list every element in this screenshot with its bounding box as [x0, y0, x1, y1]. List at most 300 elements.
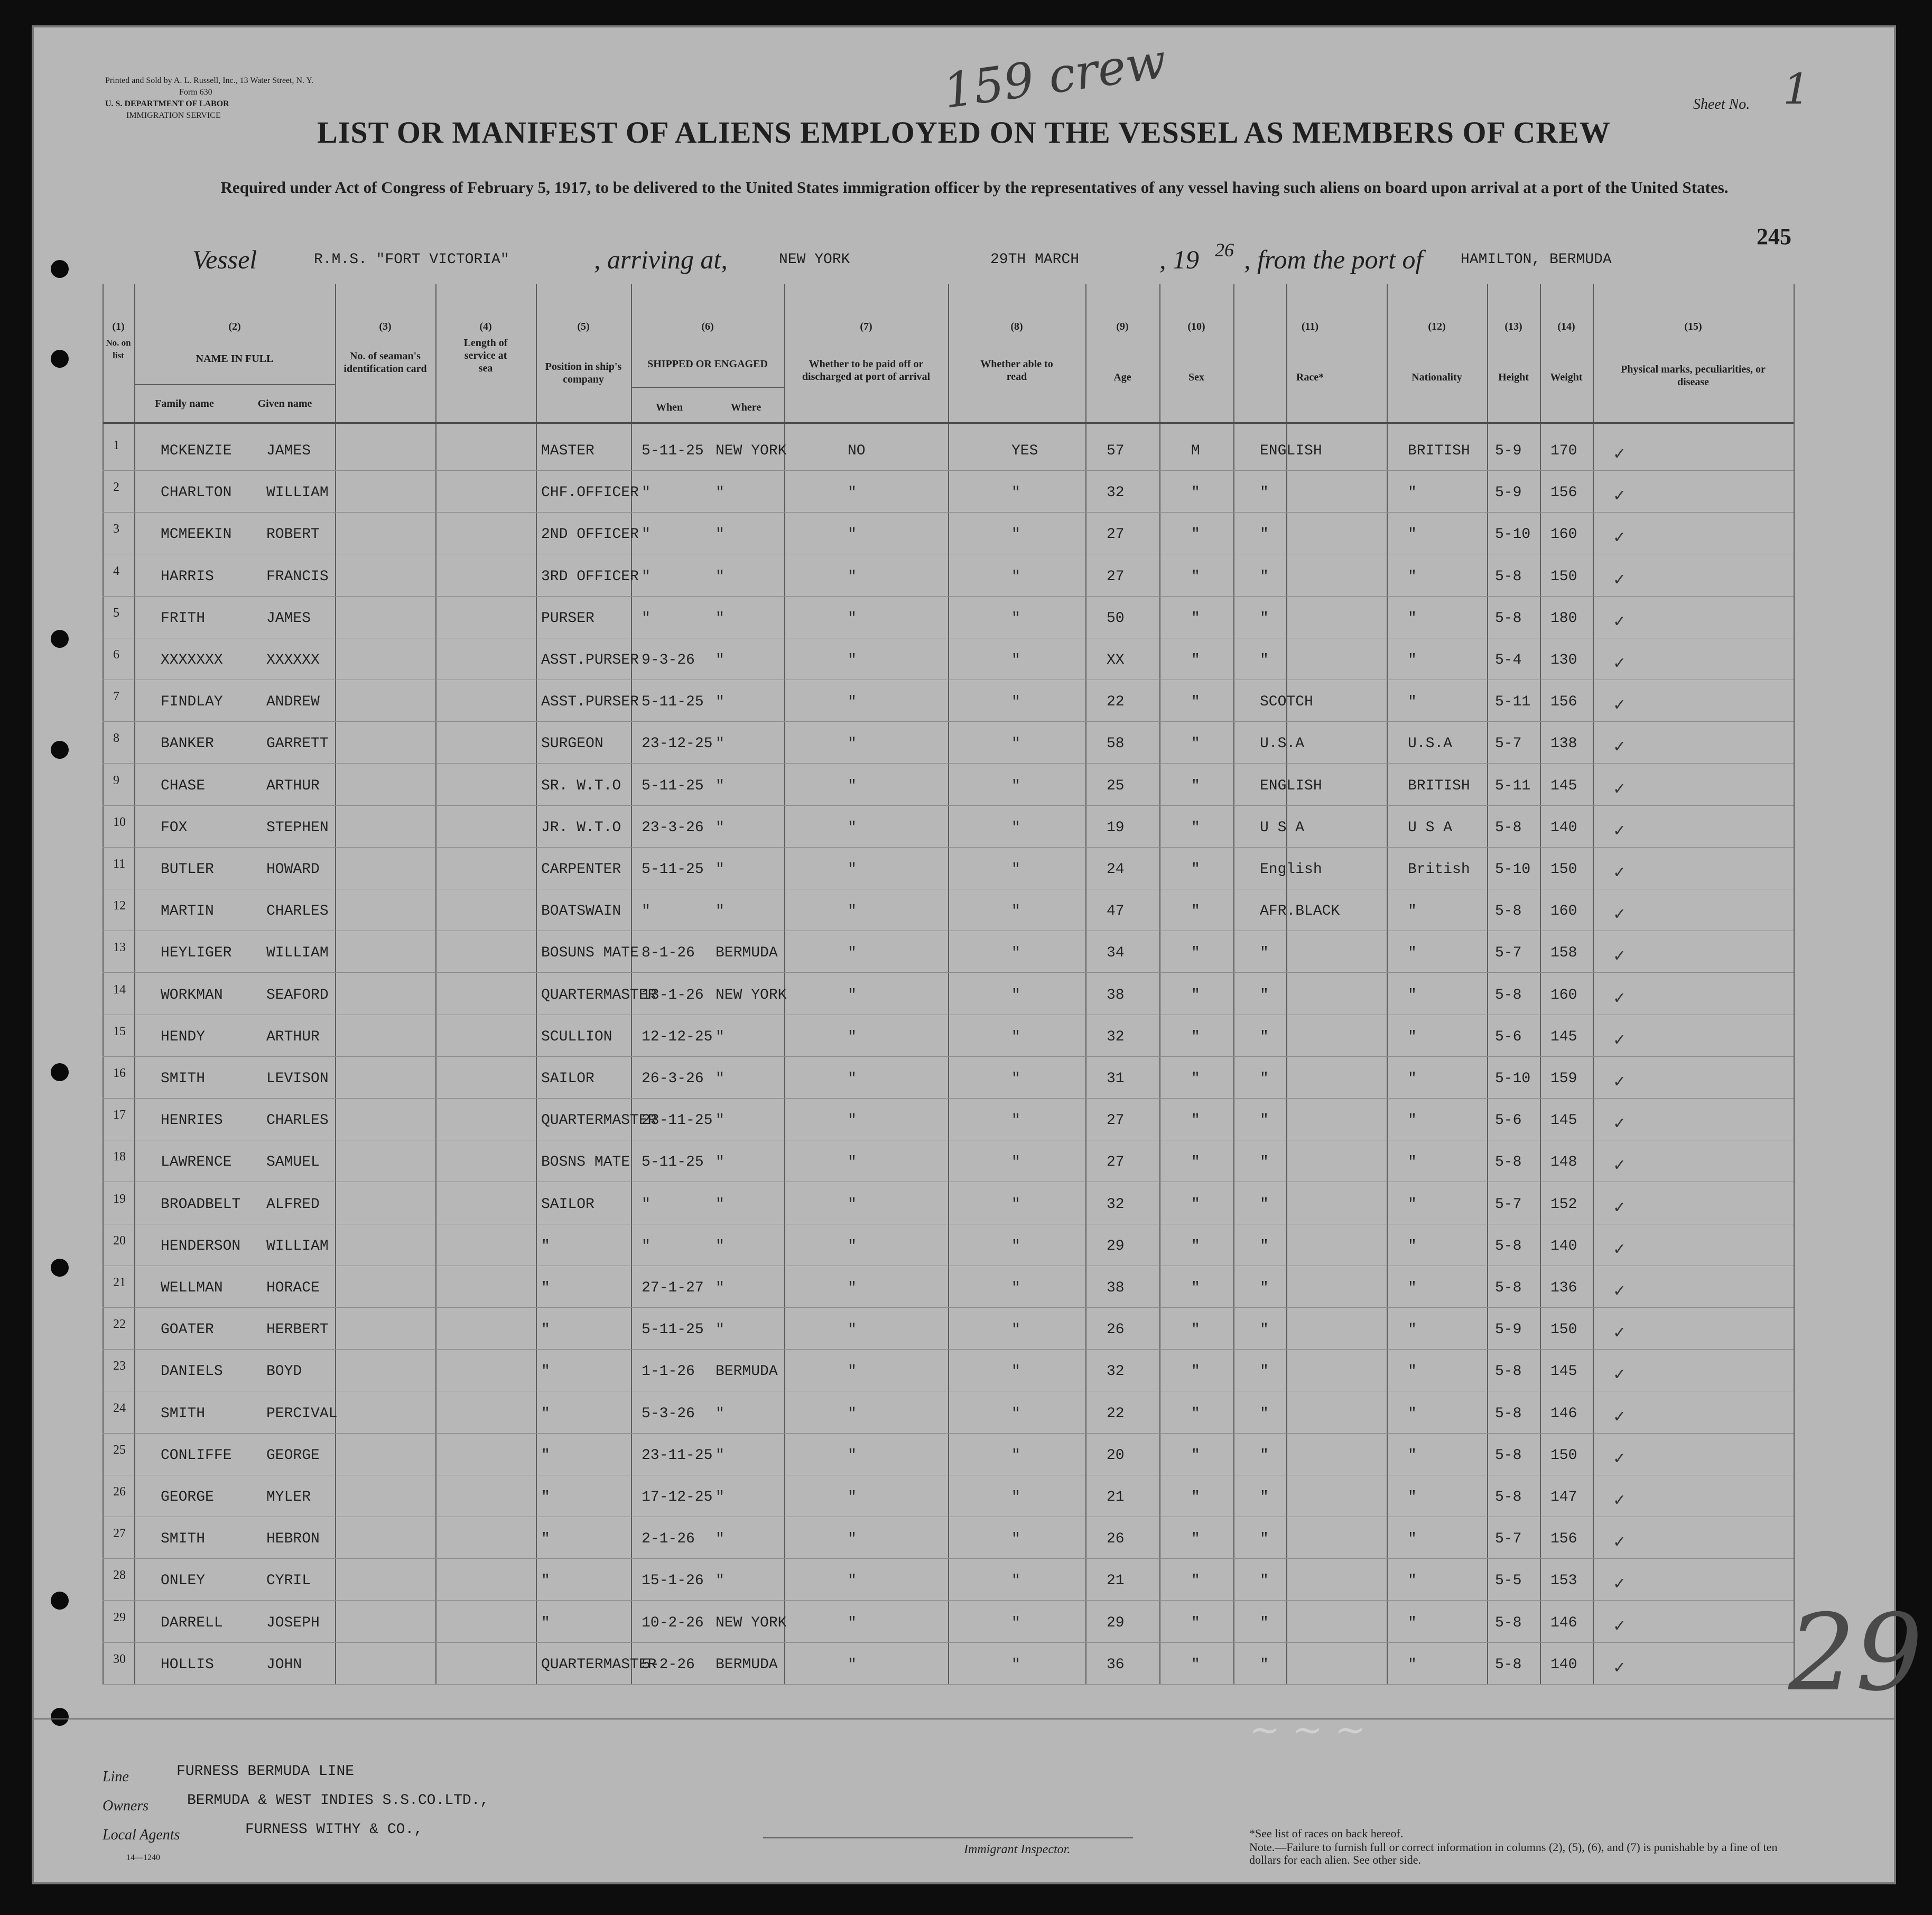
binder-hole [51, 1592, 69, 1610]
age-cell: 27 [1107, 526, 1125, 543]
sex-cell: " [1191, 1154, 1200, 1171]
shipped-when-cell: " [642, 568, 651, 585]
weight-cell: 145 [1550, 1112, 1577, 1129]
nationality-cell: " [1408, 1112, 1417, 1129]
position-cell: SAILOR [541, 1196, 595, 1213]
sex-cell: " [1191, 526, 1200, 543]
table-row [103, 1099, 1857, 1141]
table-row [103, 1392, 1857, 1434]
sex-cell: " [1191, 1573, 1200, 1589]
sex-cell: " [1191, 1405, 1200, 1422]
nationality-cell: " [1408, 1028, 1417, 1045]
row-number: 23 [113, 1359, 126, 1373]
margin-handwritten-number: 29 [1788, 1592, 1923, 1715]
inspector-label: Immigrant Inspector. [964, 1843, 1071, 1856]
shipped-when-cell: 5-3-26 [642, 1405, 695, 1422]
nationality-cell: U S A [1408, 819, 1453, 836]
row-number: 21 [113, 1276, 126, 1289]
page-title: LIST OR MANIFEST OF ALIENS EMPLOYED ON THE VESSEL AS MEMBERS OF CREW [317, 115, 1611, 150]
sex-cell: " [1191, 1196, 1200, 1213]
height-cell: 5-8 [1495, 610, 1522, 627]
sex-cell: " [1191, 568, 1200, 585]
nationality-cell: " [1408, 652, 1417, 668]
check-mark-icon: ✓ [1614, 821, 1625, 842]
row-number: 19 [113, 1192, 126, 1206]
paid-off-cell: " [848, 1573, 857, 1589]
check-mark-icon: ✓ [1614, 1533, 1625, 1554]
race-cell: " [1260, 1614, 1269, 1631]
paid-off-cell: " [848, 777, 857, 794]
family-name-cell: BANKER [161, 736, 214, 752]
age-cell: 58 [1107, 736, 1125, 752]
table-row [103, 806, 1857, 848]
position-cell: " [541, 1280, 550, 1296]
weight-cell: 140 [1550, 1238, 1577, 1254]
age-cell: 25 [1107, 777, 1125, 794]
col-7-number: (7) [860, 321, 872, 332]
age-cell: 21 [1107, 1573, 1125, 1589]
race-cell: " [1260, 1489, 1269, 1505]
given-name-cell: FRANCIS [266, 568, 329, 585]
race-cell: U.S.A [1260, 736, 1305, 752]
paid-off-cell: " [848, 861, 857, 878]
age-cell: 36 [1107, 1656, 1125, 1673]
table-row [103, 1266, 1857, 1308]
weight-cell: 152 [1550, 1196, 1577, 1213]
sex-cell: " [1191, 1363, 1200, 1380]
age-cell: 34 [1107, 945, 1125, 962]
col-header-sex: Sex [1188, 371, 1204, 383]
col-5-number: (5) [577, 321, 590, 332]
shipped-where-cell: " [716, 1531, 724, 1548]
check-mark-icon: ✓ [1614, 1156, 1625, 1177]
shipped-where-cell: " [716, 1322, 724, 1338]
able-to-read-cell: " [1011, 819, 1020, 836]
paid-off-cell: " [848, 1112, 857, 1129]
col-header-race: Race* [1296, 371, 1324, 383]
height-cell: 5-11 [1495, 777, 1531, 794]
position-cell: JR. W.T.O [541, 819, 621, 836]
age-cell: 27 [1107, 1112, 1125, 1129]
race-cell: " [1260, 1573, 1269, 1589]
height-cell: 5-6 [1495, 1112, 1522, 1129]
row-number: 6 [113, 648, 119, 662]
table-row [103, 848, 1857, 890]
col-header-service: Length of service at sea [463, 337, 508, 374]
race-cell: " [1260, 526, 1269, 543]
race-cell: " [1260, 1363, 1269, 1380]
col-header-id-card: No. of seaman's identification card [343, 350, 427, 375]
check-mark-icon: ✓ [1614, 1575, 1625, 1595]
given-name-cell: SAMUEL [266, 1154, 320, 1171]
height-cell: 5-8 [1495, 1238, 1522, 1254]
sex-cell: " [1191, 1531, 1200, 1548]
shipped-where-cell: BERMUDA [716, 945, 778, 962]
binder-hole [51, 260, 69, 278]
given-name-cell: WILLIAM [266, 485, 329, 501]
weight-cell: 130 [1550, 652, 1577, 668]
given-name-cell: ALFRED [266, 1196, 320, 1213]
department-label: U. S. DEPARTMENT OF LABOR [105, 99, 229, 108]
paid-off-cell: " [848, 1614, 857, 1631]
age-cell: 26 [1107, 1531, 1125, 1548]
race-cell: " [1260, 1656, 1269, 1673]
age-cell: 32 [1107, 485, 1125, 501]
race-cell: " [1260, 610, 1269, 627]
shipped-where-cell: BERMUDA [716, 1656, 778, 1673]
vessel-name: R.M.S. "FORT VICTORIA" [314, 252, 509, 268]
sheet-number-value: 1 [1783, 64, 1810, 114]
check-mark-icon: ✓ [1614, 1030, 1625, 1051]
sex-cell: " [1191, 1280, 1200, 1296]
weight-cell: 160 [1550, 987, 1577, 1003]
given-name-cell: HERBERT [266, 1322, 329, 1338]
check-mark-icon: ✓ [1614, 696, 1625, 717]
given-name-cell: ANDREW [266, 694, 320, 711]
weight-cell: 140 [1550, 819, 1577, 836]
manifest-sheet [32, 25, 1923, 1884]
from-port-label: , from the port of [1244, 245, 1423, 274]
service-label: IMMIGRATION SERVICE [126, 111, 221, 120]
age-cell: 47 [1107, 903, 1125, 920]
nationality-cell: BRITISH [1408, 443, 1470, 459]
row-number: 12 [113, 899, 126, 913]
height-cell: 5-10 [1495, 861, 1531, 878]
binder-hole [51, 630, 69, 648]
nationality-cell: " [1408, 1196, 1417, 1213]
weight-cell: 150 [1550, 861, 1577, 878]
sex-cell: " [1191, 1614, 1200, 1631]
check-mark-icon: ✓ [1614, 445, 1625, 465]
weight-cell: 136 [1550, 1280, 1577, 1296]
col-3-number: (3) [379, 321, 392, 332]
height-cell: 5-7 [1495, 736, 1522, 752]
height-cell: 5-4 [1495, 652, 1522, 668]
check-mark-icon: ✓ [1614, 654, 1625, 674]
nationality-cell: " [1408, 568, 1417, 585]
sex-cell: " [1191, 777, 1200, 794]
nationality-cell: " [1408, 945, 1417, 962]
weight-cell: 158 [1550, 945, 1577, 962]
given-name-cell: ROBERT [266, 526, 320, 543]
binder-hole [51, 741, 69, 759]
weight-cell: 150 [1550, 1322, 1577, 1338]
sex-cell: " [1191, 1447, 1200, 1464]
col-header-number: No. on list [106, 338, 131, 360]
row-number: 24 [113, 1401, 126, 1415]
race-cell: " [1260, 1071, 1269, 1087]
shipped-when-cell: 2-1-26 [642, 1531, 695, 1548]
nationality-cell: " [1408, 1489, 1417, 1505]
sex-cell: " [1191, 1071, 1200, 1087]
agents-value: FURNESS WITHY & CO., [245, 1821, 423, 1838]
able-to-read-cell: " [1011, 610, 1020, 627]
check-mark-icon: ✓ [1614, 1407, 1625, 1428]
weight-cell: 170 [1550, 443, 1577, 459]
position-cell: ASST.PURSER [541, 652, 639, 668]
shipped-when-cell: 5-11-25 [642, 694, 704, 711]
shipped-where-cell: " [716, 1280, 724, 1296]
check-mark-icon: ✓ [1614, 1616, 1625, 1637]
table-row [103, 1015, 1857, 1057]
family-name-cell: CHASE [161, 777, 206, 794]
year-suffix: 26 [1215, 239, 1234, 261]
position-cell: CHF.OFFICER [541, 485, 639, 501]
check-mark-icon: ✓ [1614, 779, 1625, 800]
position-cell: " [541, 1573, 550, 1589]
col-1-number: (1) [112, 321, 125, 332]
height-cell: 5-9 [1495, 485, 1522, 501]
table-row [103, 680, 1857, 722]
age-cell: 22 [1107, 694, 1125, 711]
nationality-cell: " [1408, 610, 1417, 627]
col-header-name: NAME IN FULL [196, 353, 274, 365]
sex-cell: " [1191, 694, 1200, 711]
arrival-port: NEW YORK [779, 252, 850, 268]
penalty-note: Note.—Failure to furnish full or correct information in columns (2), (5), (6), and (7) is punishable by a fine of ten dollars for each alien. See other side. [1249, 1840, 1778, 1866]
able-to-read-cell: " [1011, 1531, 1020, 1548]
nationality-cell: " [1408, 1531, 1417, 1548]
form-number: Form 630 [179, 88, 212, 97]
nationality-cell: " [1408, 1614, 1417, 1631]
position-cell: " [541, 1363, 550, 1380]
given-name-cell: PERCIVAL [266, 1405, 338, 1422]
race-cell: " [1260, 987, 1269, 1003]
row-number: 4 [113, 564, 119, 578]
age-cell: 29 [1107, 1238, 1125, 1254]
weight-cell: 140 [1550, 1656, 1577, 1673]
family-name-cell: SMITH [161, 1531, 206, 1548]
col-header-where: Where [730, 402, 761, 413]
given-name-cell: WILLIAM [266, 945, 329, 962]
row-number: 15 [113, 1024, 126, 1038]
shipped-where-cell: " [716, 1489, 724, 1505]
binder-hole [51, 1259, 69, 1277]
col-header-shipped: SHIPPED OR ENGAGED [647, 358, 768, 370]
check-mark-icon: ✓ [1614, 863, 1625, 884]
family-name-cell: GOATER [161, 1322, 214, 1338]
shipped-where-cell: " [716, 1071, 724, 1087]
shipped-when-cell: 5-11-25 [642, 777, 704, 794]
shipped-when-cell: 10-2-26 [642, 1614, 704, 1631]
family-name-cell: MARTIN [161, 903, 214, 920]
nationality-cell: " [1408, 1363, 1417, 1380]
nationality-cell: U.S.A [1408, 736, 1453, 752]
sex-cell: " [1191, 1112, 1200, 1129]
able-to-read-cell: " [1011, 1573, 1020, 1589]
family-name-cell: MCKENZIE [161, 443, 232, 459]
able-to-read-cell: " [1011, 568, 1020, 585]
position-cell: " [541, 1614, 550, 1631]
race-cell: " [1260, 1154, 1269, 1171]
nationality-cell: " [1408, 485, 1417, 501]
able-to-read-cell: " [1011, 1656, 1020, 1673]
col-header-position: Position in ship's company [545, 361, 622, 385]
paid-off-cell: " [848, 568, 857, 585]
shipped-when-cell: 8-1-26 [642, 945, 695, 962]
row-number: 3 [113, 522, 119, 536]
family-name-cell: DARRELL [161, 1614, 223, 1631]
row-number: 18 [113, 1150, 126, 1164]
shipped-where-cell: " [716, 485, 724, 501]
able-to-read-cell: " [1011, 1280, 1020, 1296]
given-name-cell: CHARLES [266, 903, 329, 920]
position-cell: BOATSWAIN [541, 903, 621, 920]
row-number: 26 [113, 1485, 126, 1499]
col-12-number: (12) [1428, 321, 1446, 332]
given-name-cell: CHARLES [266, 1112, 329, 1129]
vessel-label: Vessel [192, 245, 257, 274]
paid-off-cell: " [848, 610, 857, 627]
col-6-number: (6) [701, 321, 714, 332]
sex-cell: " [1191, 903, 1200, 920]
age-cell: 26 [1107, 1322, 1125, 1338]
height-cell: 5-10 [1495, 1071, 1531, 1087]
given-name-cell: HORACE [266, 1280, 320, 1296]
able-to-read-cell: " [1011, 1196, 1020, 1213]
row-number: 9 [113, 773, 119, 787]
sex-cell: " [1191, 1489, 1200, 1505]
sex-cell: " [1191, 1656, 1200, 1673]
position-cell: " [541, 1322, 550, 1338]
position-cell: " [541, 1238, 550, 1254]
height-cell: 5-8 [1495, 1614, 1522, 1631]
table-row [103, 555, 1857, 597]
check-mark-icon: ✓ [1614, 1365, 1625, 1386]
col-header-weight: Weight [1550, 371, 1583, 383]
able-to-read-cell: " [1011, 1322, 1020, 1338]
table-row [103, 1308, 1857, 1350]
given-name-cell: JOSEPH [266, 1614, 320, 1631]
col-header-marks: Physical marks, peculiarities, or disease [1621, 364, 1766, 388]
race-cell: " [1260, 945, 1269, 962]
age-cell: 24 [1107, 861, 1125, 878]
col-4-number: (4) [479, 321, 492, 332]
shipped-when-cell: 9-3-26 [642, 652, 695, 668]
nationality-cell: " [1408, 1238, 1417, 1254]
position-cell: SURGEON [541, 736, 603, 752]
row-number: 14 [113, 982, 126, 997]
position-cell: BOSUNS MATE [541, 945, 639, 962]
race-cell: English [1260, 861, 1322, 878]
paid-off-cell: " [848, 1531, 857, 1548]
vessel-line [192, 239, 1778, 276]
height-cell: 5-8 [1495, 987, 1522, 1003]
position-cell: SAILOR [541, 1071, 595, 1087]
able-to-read-cell: " [1011, 1028, 1020, 1045]
family-name-cell: BUTLER [161, 861, 214, 878]
height-cell: 5-6 [1495, 1028, 1522, 1045]
shipped-when-cell: 27-1-27 [642, 1280, 704, 1296]
row-number: 22 [113, 1317, 126, 1332]
table-row [103, 1475, 1857, 1518]
paid-off-cell: " [848, 1656, 857, 1673]
given-name-cell: JAMES [266, 443, 311, 459]
nationality-cell: " [1408, 1071, 1417, 1087]
family-name-cell: HARRIS [161, 568, 214, 585]
check-mark-icon: ✓ [1614, 612, 1625, 633]
able-to-read-cell: " [1011, 777, 1020, 794]
col-15-number: (15) [1684, 321, 1702, 332]
col-14-number: (14) [1557, 321, 1575, 332]
weight-cell: 156 [1550, 1531, 1577, 1548]
table-row [103, 1183, 1857, 1225]
line-label: Line [103, 1769, 129, 1785]
nationality-cell: " [1408, 1405, 1417, 1422]
height-cell: 5-5 [1495, 1573, 1522, 1589]
race-cell: ENGLISH [1260, 777, 1322, 794]
check-mark-icon: ✓ [1614, 528, 1625, 549]
weight-cell: 145 [1550, 1363, 1577, 1380]
shipped-when-cell: " [642, 1238, 651, 1254]
col-header-height: Height [1498, 371, 1529, 383]
row-number: 2 [113, 480, 119, 495]
given-name-cell: JAMES [266, 610, 311, 627]
shipped-when-cell: 26-3-26 [642, 1071, 704, 1087]
table-row [103, 889, 1857, 932]
given-name-cell: HOWARD [266, 861, 320, 878]
check-mark-icon: ✓ [1614, 1449, 1625, 1470]
height-cell: 5-8 [1495, 1656, 1522, 1673]
position-cell: CARPENTER [541, 861, 621, 878]
check-mark-icon: ✓ [1614, 1282, 1625, 1302]
race-cell: " [1260, 485, 1269, 501]
weight-cell: 159 [1550, 1071, 1577, 1087]
weight-cell: 147 [1550, 1489, 1577, 1505]
crew-table [103, 284, 1857, 1684]
given-name-cell: GARRETT [266, 736, 329, 752]
binder-hole [51, 1063, 69, 1081]
race-cell: SCOTCH [1260, 694, 1313, 711]
printer-line: Printed and Sold by A. L. Russell, Inc., 13 Water Street, N. Y. [105, 76, 313, 85]
shipped-where-cell: NEW YORK [716, 443, 787, 459]
able-to-read-cell: " [1011, 1447, 1020, 1464]
family-name-cell: DANIELS [161, 1363, 223, 1380]
able-to-read-cell: " [1011, 861, 1020, 878]
owners-label: Owners [103, 1798, 149, 1814]
family-name-cell: CHARLTON [161, 485, 232, 501]
shipped-where-cell: " [716, 819, 724, 836]
able-to-read-cell: " [1011, 903, 1020, 920]
family-name-cell: WORKMAN [161, 987, 223, 1003]
table-row [103, 1517, 1857, 1559]
able-to-read-cell: " [1011, 1112, 1020, 1129]
shipped-where-cell: " [716, 903, 724, 920]
position-cell: PURSER [541, 610, 595, 627]
shipped-when-cell: 23-11-25 [642, 1447, 713, 1464]
col-header-paid-off: Whether to be paid off or discharged at port of arrival [802, 358, 931, 383]
family-name-cell: XXXXXXX [161, 652, 223, 668]
form-code: 14—1240 [126, 1853, 160, 1862]
table-row [103, 973, 1857, 1016]
height-cell: 5-8 [1495, 903, 1522, 920]
position-cell: " [541, 1531, 550, 1548]
year-prefix: , 19 [1159, 245, 1199, 274]
table-row [103, 471, 1857, 513]
shipped-when-cell: 1-1-26 [642, 1363, 695, 1380]
position-cell: 2ND OFFICER [541, 526, 639, 543]
check-mark-icon: ✓ [1614, 1491, 1625, 1511]
height-cell: 5-8 [1495, 1405, 1522, 1422]
weight-cell: 156 [1550, 694, 1577, 711]
shipped-when-cell: 23-3-26 [642, 819, 704, 836]
height-cell: 5-8 [1495, 1447, 1522, 1464]
family-name-cell: GEORGE [161, 1489, 214, 1505]
check-mark-icon: ✓ [1614, 905, 1625, 926]
given-name-cell: HEBRON [266, 1531, 320, 1548]
family-name-cell: FOX [161, 819, 188, 836]
shipped-where-cell: " [716, 1238, 724, 1254]
